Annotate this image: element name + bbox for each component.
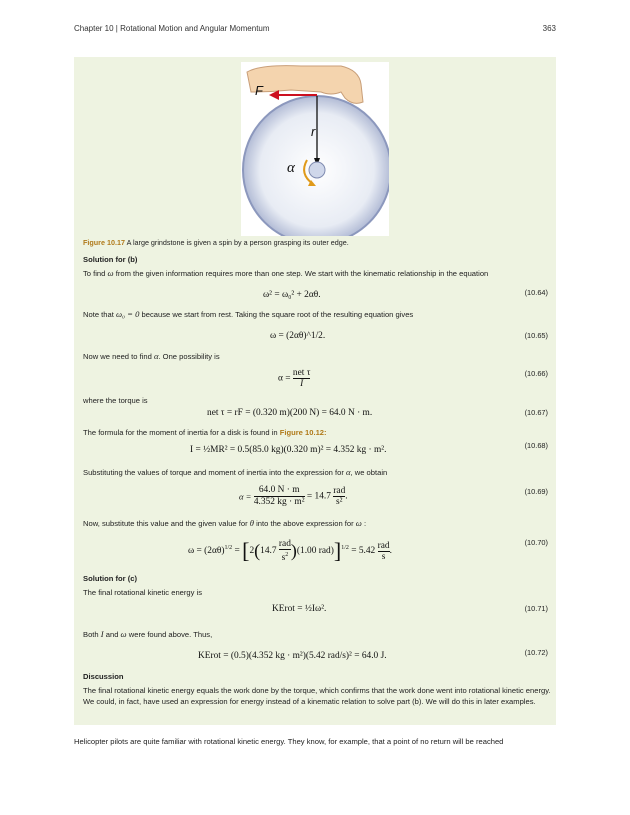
solution-c-intro: The final rotational kinetic energy is	[83, 588, 203, 597]
moment-inertia-text: The formula for the moment of inertia for a disk is found in Figure 10.12:	[83, 428, 327, 437]
page-number: 363	[542, 24, 556, 33]
grindstone-figure	[241, 62, 389, 236]
solution-b-heading: Solution for (b)	[83, 255, 138, 264]
alpha-label: α	[287, 160, 295, 176]
radius-label: r	[311, 124, 316, 139]
center-hub	[309, 162, 325, 178]
force-label: F	[255, 83, 263, 98]
equation-10-69: α = $\frac{64.0 N \cdot m}{\text{4.352 kg · m²}}$ = 14.7 rad s² .	[239, 485, 348, 507]
solution-c-heading: Solution for (c)	[83, 574, 137, 583]
figure-link[interactable]: Figure 10.12	[279, 428, 325, 437]
equation-number: (10.67)	[524, 408, 548, 417]
discussion-heading: Discussion	[83, 672, 124, 681]
note-text: Note that ω₀ = 0 because we start from rest. Taking the square root of the resulting equation gives	[83, 309, 414, 319]
both-found-text: Both I and ω were found above. Thus,	[83, 629, 213, 639]
now-substitute-text: Now, substitute this value and the given value for θ into the above expression for ω :	[83, 518, 367, 528]
chapter-header: Chapter 10 | Rotational Motion and Angular Momentum	[74, 24, 270, 33]
equation-number: (10.65)	[524, 331, 548, 340]
equation-10-70: $\omega = (2\alpha\theta)^{1/2} = [2(14.7$ rad $s^2$ )(1.00 rad)]$^{1/2}$ = 5.42 rad s .	[188, 538, 392, 564]
figure-caption	[83, 238, 349, 247]
equation-number: (10.66)	[524, 369, 548, 378]
caption-label: Figure 10.17	[83, 238, 125, 247]
equation-number: (10.70)	[524, 538, 548, 547]
solution-b-intro: To find ω from the given information requires more than one step. We start with the kinematic relationship in the equation	[83, 268, 489, 278]
equation-10-64: ω² = ω₀² + 2αθ.	[263, 290, 321, 300]
discussion-text: The final rotational kinetic energy equals the work done by the torque, which confirms that the work done went into rotational kinetic energy. We could, in fact, have used an expression for energy instead of a kinematic relation to solve part (b). We will do this in later examples.	[83, 686, 551, 707]
footer-paragraph: Helicopter pilots are quite familiar with rotational kinetic energy. They know, for example, that a point of no return will be reached	[74, 737, 504, 746]
equation-10-72: KErot = (0.5)(4.352 kg · m²)(5.42 rad/s)² = 64.0 J.	[198, 651, 387, 661]
equation-number: (10.72)	[524, 648, 548, 657]
equation-number: (10.68)	[524, 441, 548, 450]
where-torque-text: where the torque is	[83, 396, 148, 405]
equation-10-65: ω = (2αθ)^1/2.	[270, 331, 326, 341]
equation-number: (10.64)	[524, 288, 548, 297]
equation-10-68: I = ½MR² = 0.5(85.0 kg)(0.320 m)² = 4.352 kg · m².	[190, 445, 387, 455]
equation-10-71: KErot = ½Iω².	[272, 604, 327, 614]
substitute-text: Substituting the values of torque and moment of inertia into the expression for α, we obtain	[83, 467, 388, 477]
equation-10-67: net τ = rF = (0.320 m)(200 N) = 64.0 N · m.	[207, 408, 373, 418]
find-alpha-text: Now we need to find α. One possibility is	[83, 351, 220, 361]
equation-number: (10.71)	[524, 604, 548, 613]
equation-10-66: α = net τ I	[278, 368, 311, 389]
equation-number: (10.69)	[524, 487, 548, 496]
caption-text: A large grindstone is given a spin by a person grasping its outer edge.	[126, 238, 349, 247]
